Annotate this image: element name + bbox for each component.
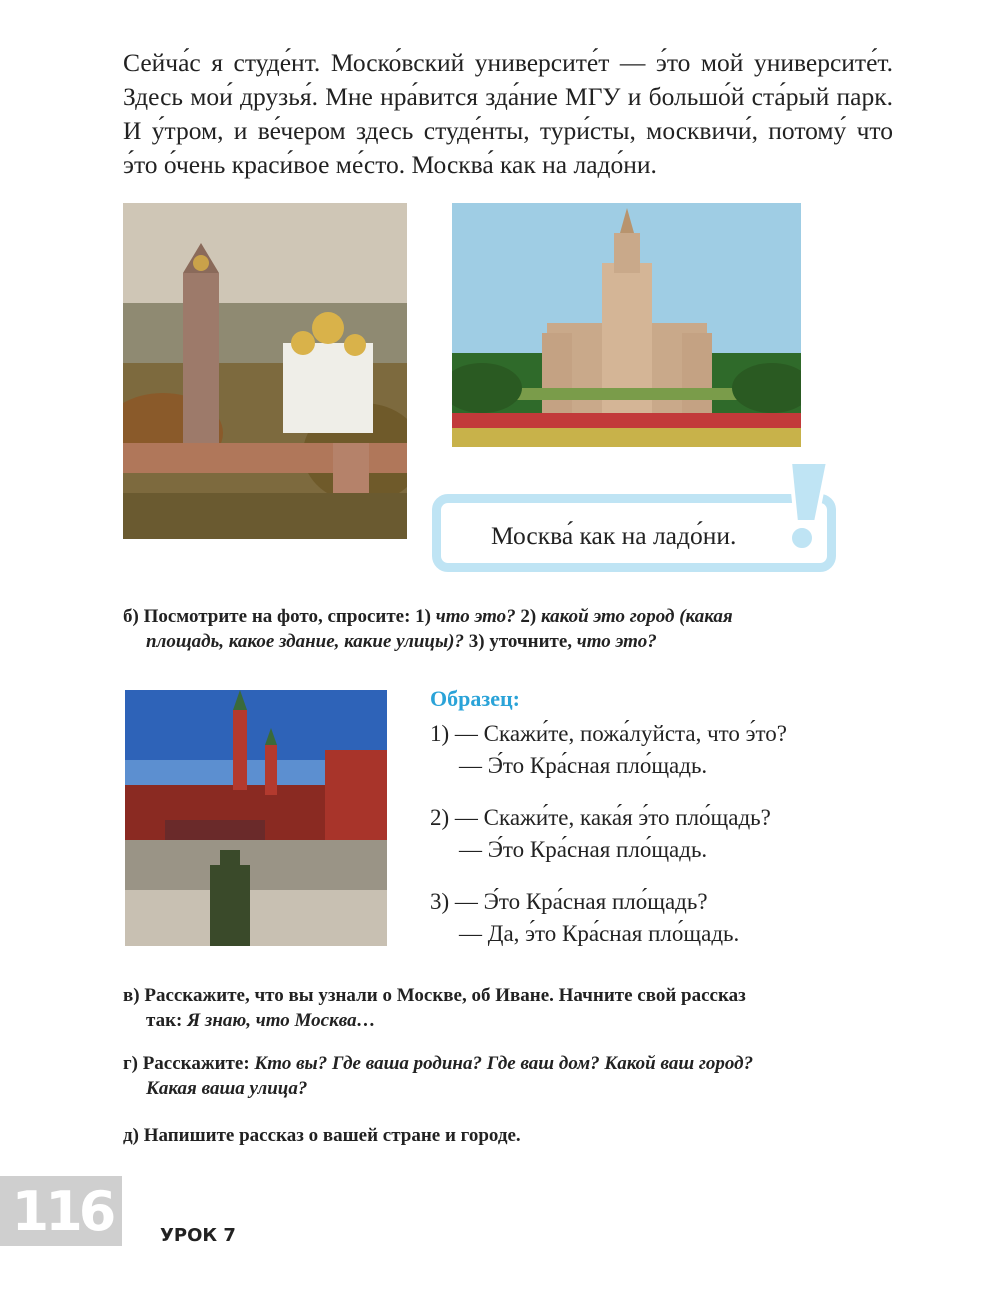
task-v-example: Я знаю, что Москва… <box>187 1010 376 1031</box>
task-g-questions: Кто вы? Где ваша родина? Где ваш дом? Какой ваш город? <box>254 1053 754 1074</box>
dialog-1-question: 1) — Скажи́те, пожа́луйста, что э́то? <box>430 721 787 746</box>
task-v-prefix: так: <box>146 1010 188 1031</box>
task-g-questions-2: Какая ваша улица? <box>146 1078 308 1099</box>
task-b-q2: какой это город (какая <box>541 606 733 627</box>
task-b-prefix: б) Посмотрите на фото, спросите: 1) <box>123 606 436 627</box>
photo-moscow-university <box>452 203 801 447</box>
task-b-q3: что это? <box>576 631 657 652</box>
sample-title: Образец: <box>430 686 520 711</box>
dialog-3 <box>430 886 739 950</box>
task-v <box>123 983 873 1033</box>
lesson-label: УРОК 7 <box>160 1225 236 1246</box>
dialog-3-answer: — Да, э́то Кра́сная пло́щадь. <box>459 921 740 946</box>
photo-novodevichy-convent <box>123 203 407 539</box>
page-number: 116 <box>11 1180 113 1243</box>
task-b-q1: что это? <box>435 606 516 627</box>
task-b-q2b: площадь, какое здание, какие улицы)? <box>146 631 464 652</box>
task-b-mid1: 2) <box>515 606 541 627</box>
task-d: д) Напишите рассказ о вашей стране и городе. <box>123 1125 521 1146</box>
task-b <box>123 604 873 654</box>
photo-red-square <box>125 690 387 946</box>
callout-text: Москва́ как на ладо́ни. <box>491 521 737 550</box>
dialog-3-question: 3) — Э́то Кра́сная пло́щадь? <box>430 889 708 914</box>
dialog-2-answer: — Э́то Кра́сная пло́щадь. <box>459 837 708 862</box>
intro-paragraph: Сейча́с я студе́нт. Моско́вский университе́т — э́то мой университе́т. Здесь мои́ друзья́. Мне нра́вится зда́ние МГУ и большо́й ста́рый парк. И у́тром, и ве́чером здесь студе́нты, тури́сты, москвичи́, потому́ что э́то о́чень краси́вое ме́сто. Москва́ как на ладо́ни. <box>123 48 893 179</box>
task-g-prefix: г) Расскажите: <box>123 1053 255 1074</box>
dialog-2-question: 2) — Скажи́те, кака́я э́то пло́щадь? <box>430 805 771 830</box>
task-v-line1: в) Расскажите, что вы узнали о Москве, об Иване. Начните свой рассказ <box>123 985 746 1006</box>
task-g <box>123 1051 873 1101</box>
exclamation-icon <box>770 462 840 552</box>
dialog-1-answer: — Э́то Кра́сная пло́щадь. <box>459 753 708 778</box>
dialog-2 <box>430 802 771 866</box>
dialog-1 <box>430 718 787 782</box>
task-b-mid2: 3) уточните, <box>464 631 577 652</box>
